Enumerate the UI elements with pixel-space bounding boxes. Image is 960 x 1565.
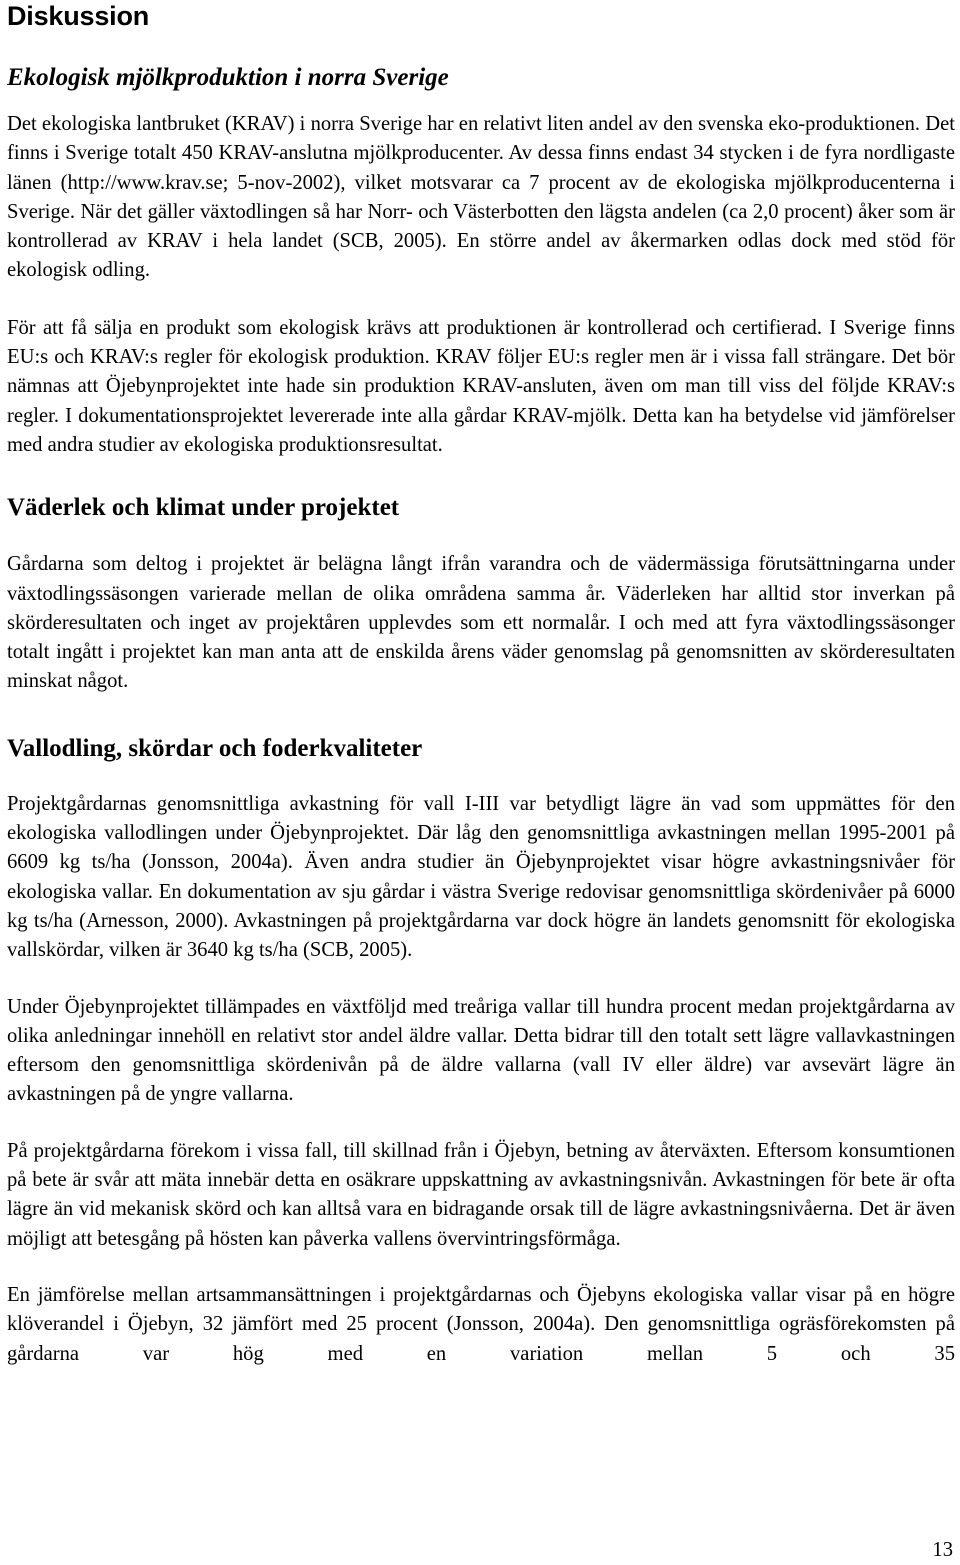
paragraph: Det ekologiska lantbruket (KRAV) i norra Sverige har en relativt liten andel av den svenska eko-produktionen. Det finns i Sverige totalt 450 KRAV-anslutna mjölkproducenter. Av dessa finns endast 34 stycken i de fyra nordligaste länen (http://www.krav.se; 5-nov-2002), vilket motsvarar ca 7 procent av de ekologiska mjölkproducenterna i Sverige. När det gäller växtodlingen så har Norr- och Västerbotten den lägsta andelen (ca 2,0 procent) åker som är kontrollerad av KRAV i hela landet (SCB, 2005). En större andel av åkermarken odlas dock med stöd för ekologisk odling.	[7, 113, 955, 282]
paragraph: Under Öjebynprojektet tillämpades en växtföljd med treåriga vallar till hundra procent medan projektgårdarna av olika anledningar innehöll en relativt stor andel äldre vallar. Detta bidrar till den totalt sett lägre vallavkastningen eftersom den genomsnittliga skördenivån på de äldre vallarna (vall IV eller äldre) var avsevärt lägre än avkastningen på de yngre vallarna.	[7, 995, 955, 1106]
paragraph: En jämförelse mellan artsammansättningen i projektgårdarnas och Öjebyns ekologiska vallar visar på en högre klöverandel i Öjebyn, 32 jämfört med 25 procent (Jonsson, 2004a). Den genomsnittliga ogräsförekomsten på gårdarna var hög med en variation mellan 5 och 35	[7, 1283, 955, 1365]
chapter-heading: Diskussion	[7, 1, 150, 31]
paragraph: För att få sälja en produkt som ekologisk krävs att produktionen är kontrollerad och certifierad. I Sverige finns EU:s och KRAV:s regler för ekologisk produktion. KRAV följer EU:s regler men är i vissa fall strängare. Det bör nämnas att Öjebynprojektet inte hade sin produktion KRAV-ansluten, även om man till viss del följde KRAV:s regler. I dokumentationsprojektet levererade inte alla gårdar KRAV-mjölk. Detta kan ha betydelse vid jämförelser med andra studier av ekologiska produktionsresultat.	[7, 316, 955, 456]
paragraph: Projektgårdarnas genomsnittliga avkastning för vall I-III var betydligt lägre än vad som uppmättes för den ekologiska vallodlingen under Öjebynprojektet. Där låg den genomsnittliga avkastningen mellan 1995-2001 på 6609 kg ts/ha (Jonsson, 2004a). Även andra studier än Öjebynprojektet visar högre avkastningsnivåer för ekologiska vallar. En dokumentation av sju gårdar i västra Sverige redovisar genomsnittliga skördenivåer på 6000 kg ts/ha (Arnesson, 2000). Avkastningen på projektgårdarna var dock högre än landets genomsnitt för ekologiska vallskördar, vilken är 3640 kg ts/ha (SCB, 2005).	[7, 792, 955, 962]
section-heading-vaderlek: Väderlek och klimat under projektet	[7, 494, 400, 522]
section-heading-vallodling: Vallodling, skördar och foderkvaliteter	[7, 734, 423, 762]
paragraph: Gårdarna som deltog i projektet är belägna långt ifrån varandra och de vädermässiga förutsättningarna under växtodlingssäsongen varierade mellan de olika områdena samma år. Väderleken har alltid stor inverkan på skörderesultaten och inget av projektåren upplevdes som ett normalår. I och med att fyra växtodlingssäsonger totalt ingått i projektet kan man anta att de enskilda årens väder genomslag på genomsnitten av skörderesultaten minskat något.	[7, 553, 955, 693]
page-number: 13	[932, 1539, 953, 1561]
document-page	[7, 0, 955, 1369]
paragraph: På projektgårdarna förekom i vissa fall, till skillnad från i Öjebyn, betning av återväxten. Eftersom konsumtionen på bete är svår att mäta innebär detta en osäkrare uppskattning av avkastningsnivån. Avkastningen för bete är ofta lägre än vid mekanisk skörd och kan alltså vara en bidragande orsak till de lägre avkastningsnivåerna. Det är även möjligt att betesgång på hösten kan påverka vallens övervintringsförmåga.	[7, 1139, 955, 1250]
section-heading-ekologisk: Ekologisk mjölkproduktion i norra Sverige	[7, 64, 449, 91]
